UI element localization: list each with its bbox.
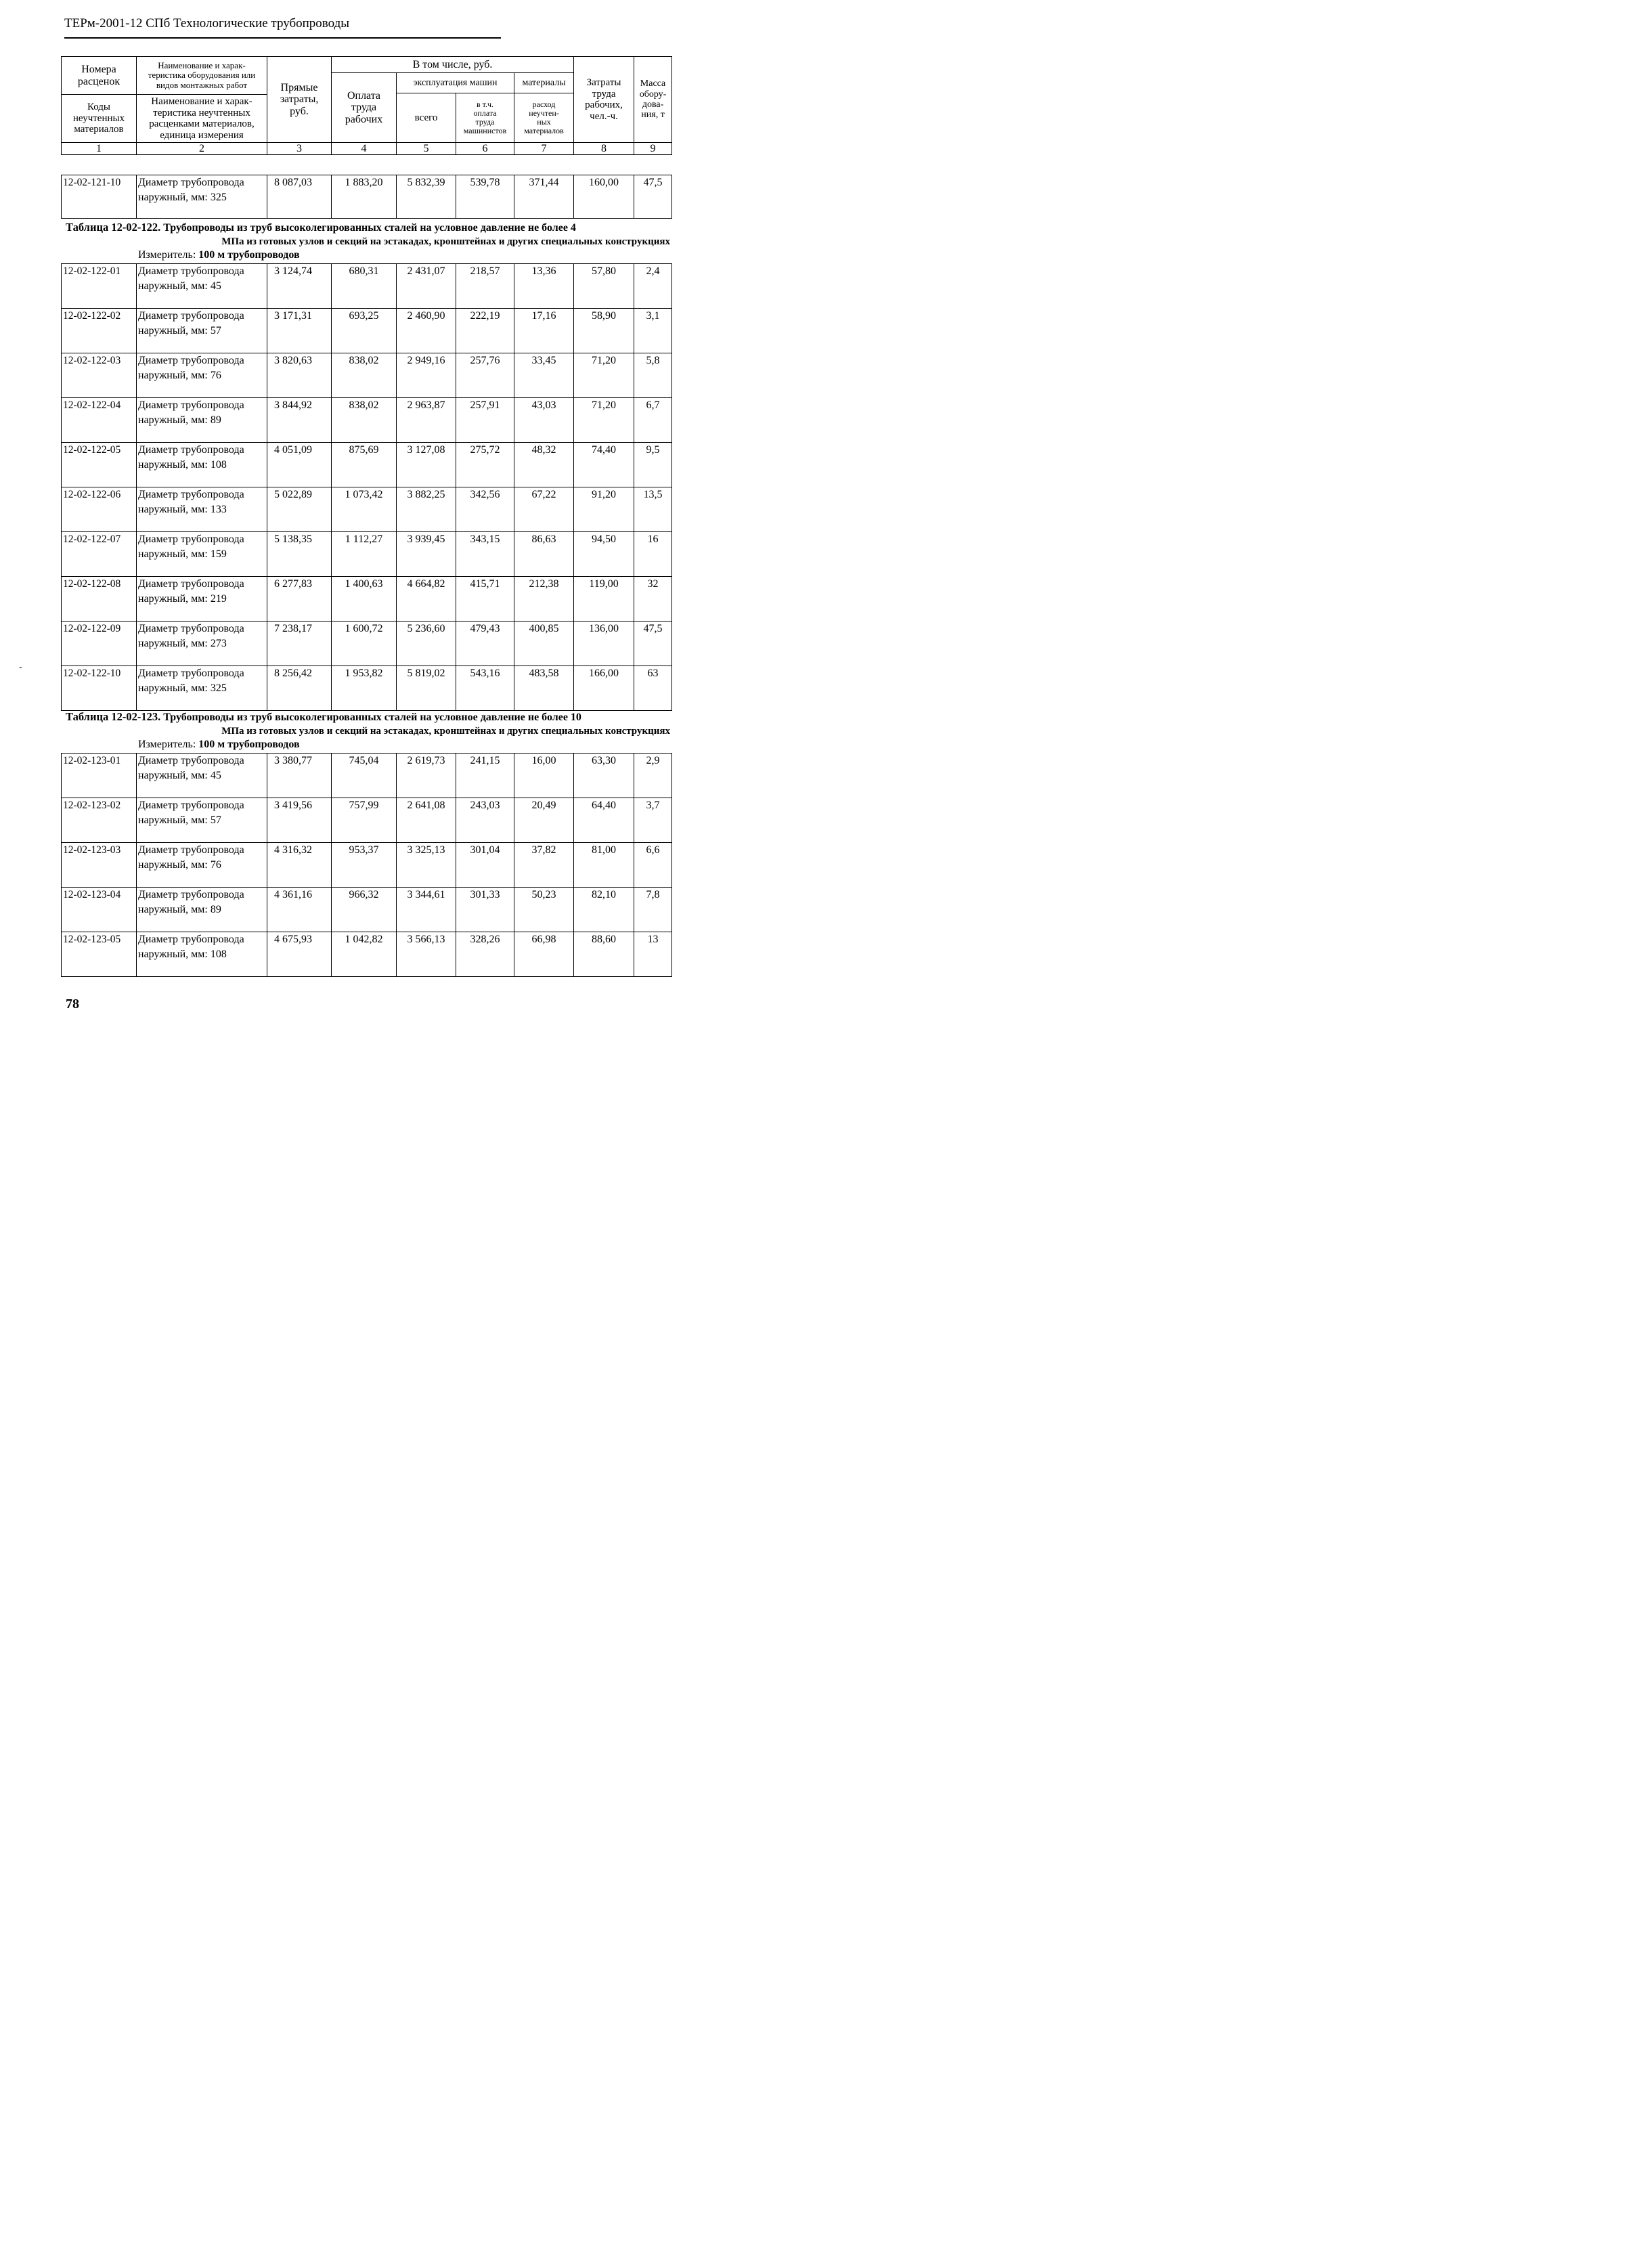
direct-costs: 8 256,42 bbox=[267, 666, 332, 711]
page-header-title: ТЕРм-2001-12 СПб Технологические трубопроводы bbox=[64, 16, 350, 30]
machine-operation-total: 3 344,61 bbox=[397, 888, 456, 932]
labor-hours: 91,20 bbox=[574, 487, 634, 532]
machinist-labor-pay: 257,76 bbox=[456, 353, 514, 398]
rate-code: 12-02-122-03 bbox=[62, 353, 137, 398]
rate-code: 12-02-122-06 bbox=[62, 487, 137, 532]
column-header-table bbox=[61, 56, 672, 155]
rate-code: 12-02-122-05 bbox=[62, 443, 137, 487]
machinist-labor-pay: 328,26 bbox=[456, 932, 514, 977]
labor-hours: 119,00 bbox=[574, 577, 634, 621]
table-123-caption-label: Таблица 12-02-123. bbox=[66, 710, 161, 723]
table-row bbox=[62, 487, 672, 532]
machine-operation-total: 2 641,08 bbox=[397, 798, 456, 843]
table-12-02-123 bbox=[61, 753, 672, 977]
work-description bbox=[137, 754, 267, 798]
machines-header: эксплуатация машин bbox=[397, 73, 514, 93]
col-number-4: 4 bbox=[332, 143, 397, 155]
header-line: труда bbox=[592, 88, 616, 100]
rate-code: 12-02-123-03 bbox=[62, 843, 137, 888]
description-line-2: наружный, мм: 89 bbox=[138, 904, 221, 915]
machine-operation-total: 5 832,39 bbox=[397, 175, 456, 219]
description-line-2: наружный, мм: 57 bbox=[138, 325, 221, 336]
header-line: чел.-ч. bbox=[590, 110, 618, 122]
description-line-1: Диаметр трубопровода bbox=[138, 578, 244, 590]
table-row bbox=[62, 175, 672, 219]
labor-hours: 94,50 bbox=[574, 532, 634, 577]
machinist-labor-pay: 301,04 bbox=[456, 843, 514, 888]
header-line: расценок bbox=[77, 75, 120, 87]
direct-costs: 3 844,92 bbox=[267, 398, 332, 443]
header-line: ных bbox=[537, 117, 551, 127]
machinist-labor-pay: 257,91 bbox=[456, 398, 514, 443]
equipment-mass: 5,8 bbox=[634, 353, 672, 398]
table-12-02-122 bbox=[61, 263, 672, 711]
col9-header bbox=[634, 57, 672, 143]
labor-hours: 71,20 bbox=[574, 398, 634, 443]
table-row bbox=[62, 532, 672, 577]
machine-operation-total: 2 949,16 bbox=[397, 353, 456, 398]
equipment-mass: 47,5 bbox=[634, 175, 672, 219]
header-line: расценками материалов, bbox=[149, 118, 255, 129]
header-line: Наименование и харак- bbox=[151, 96, 252, 107]
header-line: единица измерения bbox=[160, 129, 244, 141]
work-description bbox=[137, 443, 267, 487]
rate-code: 12-02-121-10 bbox=[62, 175, 137, 219]
table-row bbox=[62, 621, 672, 666]
table-row bbox=[62, 666, 672, 711]
machinist-labor-pay: 275,72 bbox=[456, 443, 514, 487]
labor-hours: 71,20 bbox=[574, 353, 634, 398]
materials-cost: 212,38 bbox=[514, 577, 574, 621]
direct-costs: 8 087,03 bbox=[267, 175, 332, 219]
col5-header: всего bbox=[397, 93, 456, 143]
table-122-caption bbox=[66, 221, 576, 235]
table-row bbox=[62, 264, 672, 309]
table-row bbox=[62, 843, 672, 888]
machine-operation-total: 2 460,90 bbox=[397, 309, 456, 353]
equipment-mass: 16 bbox=[634, 532, 672, 577]
labor-pay: 1 600,72 bbox=[332, 621, 397, 666]
description-line-1: Диаметр трубопровода bbox=[138, 355, 244, 366]
direct-costs: 3 380,77 bbox=[267, 754, 332, 798]
description-line-1: Диаметр трубопровода bbox=[138, 310, 244, 322]
direct-costs: 6 277,83 bbox=[267, 577, 332, 621]
rate-code: 12-02-122-04 bbox=[62, 398, 137, 443]
header-line: теристика оборудования или bbox=[148, 70, 256, 81]
materials-cost: 50,23 bbox=[514, 888, 574, 932]
header-line: руб. bbox=[290, 105, 309, 117]
rate-code: 12-02-122-08 bbox=[62, 577, 137, 621]
machine-operation-total: 5 819,02 bbox=[397, 666, 456, 711]
description-line-2: наружный, мм: 273 bbox=[138, 638, 227, 649]
equipment-mass: 6,6 bbox=[634, 843, 672, 888]
equipment-mass: 63 bbox=[634, 666, 672, 711]
col8-header bbox=[574, 57, 634, 143]
equipment-mass: 2,4 bbox=[634, 264, 672, 309]
page-number: 78 bbox=[66, 997, 79, 1011]
work-description bbox=[137, 398, 267, 443]
rate-code: 12-02-123-01 bbox=[62, 754, 137, 798]
rate-code: 12-02-123-04 bbox=[62, 888, 137, 932]
col-number-2: 2 bbox=[137, 143, 267, 155]
margin-mark: - bbox=[19, 662, 22, 672]
rate-code: 12-02-122-10 bbox=[62, 666, 137, 711]
header-line: Затраты bbox=[586, 77, 621, 88]
header-line: материалов bbox=[524, 126, 564, 136]
direct-costs: 7 238,17 bbox=[267, 621, 332, 666]
work-description bbox=[137, 798, 267, 843]
equipment-mass: 47,5 bbox=[634, 621, 672, 666]
header-line: труда bbox=[475, 117, 495, 127]
materials-cost: 33,45 bbox=[514, 353, 574, 398]
table-row bbox=[62, 309, 672, 353]
labor-hours: 136,00 bbox=[574, 621, 634, 666]
description-line-2: наружный, мм: 57 bbox=[138, 814, 221, 826]
rate-code: 12-02-122-02 bbox=[62, 309, 137, 353]
description-line-1: Диаметр трубопровода bbox=[138, 755, 244, 766]
header-line: рабочих, bbox=[585, 100, 623, 110]
labor-hours: 166,00 bbox=[574, 666, 634, 711]
materials-cost: 483,58 bbox=[514, 666, 574, 711]
description-line-2: наружный, мм: 159 bbox=[138, 548, 227, 560]
labor-pay: 875,69 bbox=[332, 443, 397, 487]
equipment-mass: 7,8 bbox=[634, 888, 672, 932]
table-122-meter-label: Измеритель: bbox=[138, 249, 196, 261]
machine-operation-total: 4 664,82 bbox=[397, 577, 456, 621]
header-line: дова- bbox=[642, 100, 664, 110]
col2-header-bottom bbox=[137, 95, 267, 143]
machine-operation-total: 5 236,60 bbox=[397, 621, 456, 666]
col-number-6: 6 bbox=[456, 143, 514, 155]
equipment-mass: 9,5 bbox=[634, 443, 672, 487]
table-row bbox=[62, 577, 672, 621]
col-number-3: 3 bbox=[267, 143, 332, 155]
description-line-1: Диаметр трубопровода bbox=[138, 399, 244, 411]
work-description bbox=[137, 264, 267, 309]
materials-cost: 43,03 bbox=[514, 398, 574, 443]
work-description bbox=[137, 932, 267, 977]
col-number-7: 7 bbox=[514, 143, 574, 155]
machine-operation-total: 2 619,73 bbox=[397, 754, 456, 798]
machine-operation-total: 3 882,25 bbox=[397, 487, 456, 532]
table-122-caption-label: Таблица 12-02-122. bbox=[66, 221, 161, 234]
description-line-1: Диаметр трубопровода bbox=[138, 265, 244, 277]
table-122-caption-line1: Трубопроводы из труб высоколегированных сталей на условное давление не более 4 bbox=[163, 222, 576, 234]
col2-header-top bbox=[137, 57, 267, 95]
table-122-meter bbox=[138, 249, 300, 261]
header-line: видов монтажных работ bbox=[156, 79, 248, 90]
materials-cost: 13,36 bbox=[514, 264, 574, 309]
header-line: рабочих bbox=[345, 113, 383, 125]
header-line: расход bbox=[532, 99, 556, 109]
work-description bbox=[137, 353, 267, 398]
work-description bbox=[137, 532, 267, 577]
labor-hours: 88,60 bbox=[574, 932, 634, 977]
description-line-2: наружный, мм: 108 bbox=[138, 459, 227, 471]
description-line-1: Диаметр трубопровода bbox=[138, 889, 244, 900]
materials-cost: 17,16 bbox=[514, 309, 574, 353]
header-line: теристика неучтенных bbox=[153, 107, 250, 118]
work-description bbox=[137, 843, 267, 888]
description-line-2: наружный, мм: 325 bbox=[138, 192, 227, 203]
machinist-labor-pay: 243,03 bbox=[456, 798, 514, 843]
header-line: затраты, bbox=[280, 93, 319, 106]
header-line: Коды bbox=[87, 102, 111, 113]
direct-costs: 3 171,31 bbox=[267, 309, 332, 353]
table-123-caption bbox=[66, 710, 581, 724]
direct-costs: 5 022,89 bbox=[267, 487, 332, 532]
description-line-2: наружный, мм: 108 bbox=[138, 948, 227, 960]
machinist-labor-pay: 218,57 bbox=[456, 264, 514, 309]
work-description bbox=[137, 309, 267, 353]
table-row bbox=[62, 932, 672, 977]
machinist-labor-pay: 342,56 bbox=[456, 487, 514, 532]
header-line: Номера bbox=[81, 63, 116, 75]
table-12-02-121 bbox=[61, 175, 672, 219]
description-line-1: Диаметр трубопровода bbox=[138, 844, 244, 856]
labor-hours: 82,10 bbox=[574, 888, 634, 932]
labor-pay: 1 953,82 bbox=[332, 666, 397, 711]
col-number-1: 1 bbox=[62, 143, 137, 155]
rate-code: 12-02-123-05 bbox=[62, 932, 137, 977]
description-line-1: Диаметр трубопровода bbox=[138, 623, 244, 634]
rate-code: 12-02-122-09 bbox=[62, 621, 137, 666]
equipment-mass: 32 bbox=[634, 577, 672, 621]
table-123-meter bbox=[138, 739, 300, 751]
col1-header-top bbox=[62, 57, 137, 95]
header-rule bbox=[64, 37, 501, 39]
work-description bbox=[137, 175, 267, 219]
labor-pay: 745,04 bbox=[332, 754, 397, 798]
col-number-8: 8 bbox=[574, 143, 634, 155]
header-line: труда bbox=[351, 102, 377, 114]
work-description bbox=[137, 666, 267, 711]
rate-code: 12-02-122-07 bbox=[62, 532, 137, 577]
materials-cost: 86,63 bbox=[514, 532, 574, 577]
description-line-2: наружный, мм: 89 bbox=[138, 414, 221, 426]
materials-cost: 371,44 bbox=[514, 175, 574, 219]
description-line-1: Диаметр трубопровода bbox=[138, 668, 244, 679]
machinist-labor-pay: 543,16 bbox=[456, 666, 514, 711]
machinist-labor-pay: 343,15 bbox=[456, 532, 514, 577]
labor-pay: 1 400,63 bbox=[332, 577, 397, 621]
materials-cost: 66,98 bbox=[514, 932, 574, 977]
header-line: неучтен- bbox=[529, 108, 559, 118]
header-line: ния, т bbox=[641, 110, 665, 121]
machine-operation-total: 3 939,45 bbox=[397, 532, 456, 577]
header-line: Наименование и харак- bbox=[158, 60, 246, 71]
materials-cost: 16,00 bbox=[514, 754, 574, 798]
direct-costs: 4 361,16 bbox=[267, 888, 332, 932]
machine-operation-total: 3 127,08 bbox=[397, 443, 456, 487]
header-line: Оплата bbox=[347, 89, 381, 102]
description-line-1: Диаметр трубопровода bbox=[138, 177, 244, 188]
col-number-9: 9 bbox=[634, 143, 672, 155]
description-line-2: наружный, мм: 45 bbox=[138, 280, 221, 292]
materials-cost: 37,82 bbox=[514, 843, 574, 888]
labor-pay: 680,31 bbox=[332, 264, 397, 309]
machinist-labor-pay: 241,15 bbox=[456, 754, 514, 798]
labor-pay: 966,32 bbox=[332, 888, 397, 932]
col4-header bbox=[332, 73, 397, 143]
labor-hours: 74,40 bbox=[574, 443, 634, 487]
header-line: Масса bbox=[640, 79, 666, 89]
labor-hours: 160,00 bbox=[574, 175, 634, 219]
labor-pay: 1 042,82 bbox=[332, 932, 397, 977]
description-line-2: наружный, мм: 219 bbox=[138, 593, 227, 605]
direct-costs: 4 051,09 bbox=[267, 443, 332, 487]
equipment-mass: 3,7 bbox=[634, 798, 672, 843]
equipment-mass: 13 bbox=[634, 932, 672, 977]
table-123-caption-line2: МПа из готовых узлов и секций на эстакадах, кронштейнах и других специальных конструкциях bbox=[221, 726, 670, 737]
machinist-labor-pay: 539,78 bbox=[456, 175, 514, 219]
equipment-mass: 3,1 bbox=[634, 309, 672, 353]
work-description bbox=[137, 888, 267, 932]
incl-header: В том числе, руб. bbox=[332, 57, 574, 73]
equipment-mass: 2,9 bbox=[634, 754, 672, 798]
equipment-mass: 13,5 bbox=[634, 487, 672, 532]
table-row bbox=[62, 754, 672, 798]
labor-pay: 953,37 bbox=[332, 843, 397, 888]
description-line-2: наружный, мм: 76 bbox=[138, 859, 221, 871]
table-row bbox=[62, 888, 672, 932]
table-row bbox=[62, 353, 672, 398]
labor-pay: 1 112,27 bbox=[332, 532, 397, 577]
labor-pay: 838,02 bbox=[332, 398, 397, 443]
table-row bbox=[62, 798, 672, 843]
machinist-labor-pay: 415,71 bbox=[456, 577, 514, 621]
table-122-caption-line2: МПа из готовых узлов и секций на эстакадах, кронштейнах и других специальных конструкциях bbox=[221, 236, 670, 247]
direct-costs: 3 124,74 bbox=[267, 264, 332, 309]
header-line: неучтенных bbox=[72, 112, 125, 124]
header-line: обору- bbox=[639, 89, 667, 100]
description-line-1: Диаметр трубопровода bbox=[138, 444, 244, 456]
description-line-2: наружный, мм: 133 bbox=[138, 504, 227, 515]
machinist-labor-pay: 222,19 bbox=[456, 309, 514, 353]
machine-operation-total: 3 566,13 bbox=[397, 932, 456, 977]
labor-pay: 693,25 bbox=[332, 309, 397, 353]
direct-costs: 4 675,93 bbox=[267, 932, 332, 977]
labor-pay: 838,02 bbox=[332, 353, 397, 398]
header-line: в т.ч. bbox=[476, 99, 494, 109]
work-description bbox=[137, 577, 267, 621]
work-description bbox=[137, 487, 267, 532]
materials-cost: 20,49 bbox=[514, 798, 574, 843]
col-number-5: 5 bbox=[397, 143, 456, 155]
direct-costs: 3 419,56 bbox=[267, 798, 332, 843]
labor-pay: 1 073,42 bbox=[332, 487, 397, 532]
description-line-2: наружный, мм: 325 bbox=[138, 682, 227, 694]
description-line-2: наружный, мм: 76 bbox=[138, 370, 221, 381]
machine-operation-total: 3 325,13 bbox=[397, 843, 456, 888]
machine-operation-total: 2 963,87 bbox=[397, 398, 456, 443]
description-line-1: Диаметр трубопровода bbox=[138, 934, 244, 945]
materials-cost: 400,85 bbox=[514, 621, 574, 666]
table-122-meter-value: 100 м трубопроводов bbox=[198, 249, 300, 261]
header-line: Прямые bbox=[280, 81, 318, 93]
machinist-labor-pay: 301,33 bbox=[456, 888, 514, 932]
table-123-meter-label: Измеритель: bbox=[138, 739, 196, 750]
description-line-2: наружный, мм: 45 bbox=[138, 770, 221, 781]
col7-header bbox=[514, 93, 574, 143]
description-line-1: Диаметр трубопровода bbox=[138, 533, 244, 545]
equipment-mass: 6,7 bbox=[634, 398, 672, 443]
labor-pay: 1 883,20 bbox=[332, 175, 397, 219]
header-line: материалов bbox=[74, 124, 124, 135]
table-row bbox=[62, 398, 672, 443]
labor-hours: 57,80 bbox=[574, 264, 634, 309]
col6-header bbox=[456, 93, 514, 143]
col1-header-bottom bbox=[62, 95, 137, 143]
materials-cost: 67,22 bbox=[514, 487, 574, 532]
labor-hours: 81,00 bbox=[574, 843, 634, 888]
description-line-1: Диаметр трубопровода bbox=[138, 800, 244, 811]
direct-costs: 3 820,63 bbox=[267, 353, 332, 398]
labor-pay: 757,99 bbox=[332, 798, 397, 843]
table-123-meter-value: 100 м трубопроводов bbox=[198, 739, 300, 750]
materials-cost: 48,32 bbox=[514, 443, 574, 487]
labor-hours: 58,90 bbox=[574, 309, 634, 353]
labor-hours: 63,30 bbox=[574, 754, 634, 798]
description-line-1: Диаметр трубопровода bbox=[138, 489, 244, 500]
direct-costs: 5 138,35 bbox=[267, 532, 332, 577]
materials-header: материалы bbox=[514, 73, 574, 93]
machine-operation-total: 2 431,07 bbox=[397, 264, 456, 309]
work-description bbox=[137, 621, 267, 666]
header-line: оплата bbox=[473, 108, 497, 118]
rate-code: 12-02-123-02 bbox=[62, 798, 137, 843]
labor-hours: 64,40 bbox=[574, 798, 634, 843]
table-123-caption-line1: Трубопроводы из труб высоколегированных сталей на условное давление не более 10 bbox=[163, 712, 581, 723]
header-line: машинистов bbox=[463, 126, 507, 136]
machinist-labor-pay: 479,43 bbox=[456, 621, 514, 666]
col3-header bbox=[267, 57, 332, 143]
direct-costs: 4 316,32 bbox=[267, 843, 332, 888]
table-row bbox=[62, 443, 672, 487]
rate-code: 12-02-122-01 bbox=[62, 264, 137, 309]
